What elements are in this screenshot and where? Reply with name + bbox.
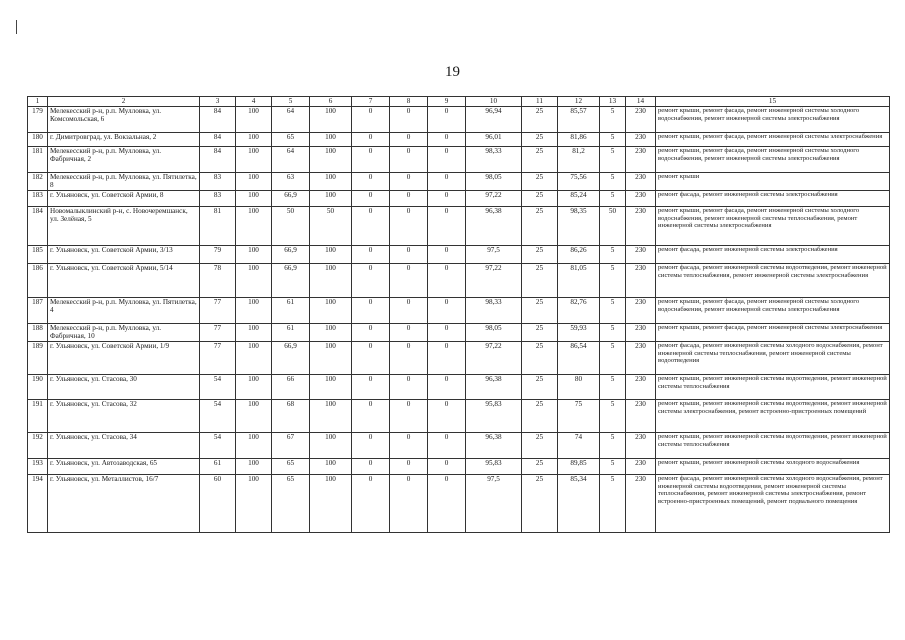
value-cell: 66,9	[272, 264, 310, 298]
value-cell: 81	[200, 207, 236, 246]
value-cell: 84	[200, 133, 236, 147]
value-cell: 100	[310, 400, 352, 433]
value-cell: 83	[200, 173, 236, 191]
value-cell: 85,24	[558, 191, 600, 207]
value-cell: 89,85	[558, 459, 600, 475]
value-cell: 100	[236, 246, 272, 264]
value-cell: 77	[200, 342, 236, 375]
value-cell: 67	[272, 433, 310, 459]
value-cell: 0	[352, 173, 390, 191]
value-cell: 100	[236, 264, 272, 298]
address-cell: г. Ульяновск, ул. Советской Армии, 3/13	[48, 246, 200, 264]
value-cell: 25	[522, 400, 558, 433]
value-cell: 100	[310, 246, 352, 264]
table-body	[28, 107, 890, 533]
value-cell: 230	[626, 400, 656, 433]
column-header: 15	[656, 97, 890, 107]
value-cell: 86,54	[558, 342, 600, 375]
row-number: 186	[28, 264, 48, 298]
value-cell: 83	[200, 191, 236, 207]
value-cell: 77	[200, 298, 236, 324]
table-row	[28, 375, 890, 400]
row-number: 181	[28, 147, 48, 173]
works-cell: ремонт крыши, ремонт фасада, ремонт инженерной системы холодного водоснабжения, ремонт инженерной системы электроснабжения	[656, 298, 890, 324]
works-cell: ремонт крыши, ремонт фасада, ремонт инженерной системы холодного водоснабжения, ремонт инженерной системы электроснабжения	[656, 147, 890, 173]
value-cell: 85,34	[558, 475, 600, 533]
value-cell: 5	[600, 459, 626, 475]
value-cell: 64	[272, 107, 310, 133]
table-row	[28, 264, 890, 298]
works-cell: ремонт крыши, ремонт инженерной системы водоотведения, ремонт инженерной системы теплоснабжения	[656, 433, 890, 459]
value-cell: 25	[522, 191, 558, 207]
value-cell: 100	[310, 133, 352, 147]
table-row	[28, 459, 890, 475]
works-cell: ремонт фасада, ремонт инженерной системы электроснабжения	[656, 191, 890, 207]
value-cell: 0	[390, 246, 428, 264]
value-cell: 0	[352, 107, 390, 133]
column-header: 6	[310, 97, 352, 107]
value-cell: 68	[272, 400, 310, 433]
row-number: 191	[28, 400, 48, 433]
row-number: 187	[28, 298, 48, 324]
value-cell: 66	[272, 375, 310, 400]
value-cell: 0	[390, 375, 428, 400]
value-cell: 96,94	[466, 107, 522, 133]
row-number: 189	[28, 342, 48, 375]
value-cell: 66,9	[272, 246, 310, 264]
row-number: 183	[28, 191, 48, 207]
value-cell: 230	[626, 191, 656, 207]
row-number: 182	[28, 173, 48, 191]
value-cell: 0	[390, 173, 428, 191]
value-cell: 100	[236, 459, 272, 475]
value-cell: 0	[352, 264, 390, 298]
value-cell: 230	[626, 264, 656, 298]
value-cell: 0	[390, 342, 428, 375]
value-cell: 100	[236, 173, 272, 191]
value-cell: 0	[352, 375, 390, 400]
value-cell: 230	[626, 147, 656, 173]
value-cell: 100	[310, 475, 352, 533]
value-cell: 230	[626, 433, 656, 459]
value-cell: 0	[352, 400, 390, 433]
table-row	[28, 133, 890, 147]
column-header: 1	[28, 97, 48, 107]
value-cell: 65	[272, 133, 310, 147]
value-cell: 78	[200, 264, 236, 298]
address-cell: г. Ульяновск, ул. Стасова, 32	[48, 400, 200, 433]
value-cell: 100	[310, 459, 352, 475]
value-cell: 0	[428, 433, 466, 459]
value-cell: 0	[390, 400, 428, 433]
value-cell: 230	[626, 459, 656, 475]
margin-mark	[16, 20, 17, 34]
row-number: 179	[28, 107, 48, 133]
value-cell: 25	[522, 207, 558, 246]
table-row	[28, 324, 890, 342]
value-cell: 0	[428, 173, 466, 191]
value-cell: 100	[310, 147, 352, 173]
value-cell: 75,56	[558, 173, 600, 191]
value-cell: 5	[600, 433, 626, 459]
value-cell: 97,5	[466, 246, 522, 264]
column-header: 8	[390, 97, 428, 107]
value-cell: 97,5	[466, 475, 522, 533]
address-cell: Мелекесский р-н, р.п. Мулловка, ул. Пятилетка, 8	[48, 173, 200, 191]
row-number: 185	[28, 246, 48, 264]
value-cell: 96,38	[466, 375, 522, 400]
value-cell: 0	[390, 147, 428, 173]
value-cell: 75	[558, 400, 600, 433]
address-cell: Мелекесский р-н, р.п. Мулловка, ул. Фабричная, 2	[48, 147, 200, 173]
works-cell: ремонт крыши, ремонт фасада, ремонт инженерной системы холодного водоснабжения, ремонт инженерной системы электроснабжения	[656, 107, 890, 133]
value-cell: 0	[428, 375, 466, 400]
value-cell: 5	[600, 173, 626, 191]
value-cell: 98,35	[558, 207, 600, 246]
works-cell: ремонт крыши, ремонт фасада, ремонт инженерной системы электроснабжения	[656, 324, 890, 342]
value-cell: 100	[236, 400, 272, 433]
value-cell: 5	[600, 147, 626, 173]
value-cell: 5	[600, 264, 626, 298]
value-cell: 50	[310, 207, 352, 246]
value-cell: 96,38	[466, 433, 522, 459]
address-cell: г. Ульяновск, ул. Советской Армии, 1/9	[48, 342, 200, 375]
value-cell: 100	[236, 342, 272, 375]
table-row	[28, 107, 890, 133]
value-cell: 85,57	[558, 107, 600, 133]
value-cell: 100	[310, 298, 352, 324]
value-cell: 50	[272, 207, 310, 246]
value-cell: 5	[600, 133, 626, 147]
value-cell: 25	[522, 107, 558, 133]
value-cell: 0	[390, 475, 428, 533]
address-cell: г. Ульяновск, ул. Автозаводская, 65	[48, 459, 200, 475]
value-cell: 0	[428, 324, 466, 342]
value-cell: 25	[522, 173, 558, 191]
value-cell: 100	[236, 475, 272, 533]
value-cell: 0	[428, 459, 466, 475]
value-cell: 230	[626, 207, 656, 246]
value-cell: 100	[310, 191, 352, 207]
column-header: 7	[352, 97, 390, 107]
value-cell: 230	[626, 475, 656, 533]
value-cell: 95,83	[466, 459, 522, 475]
address-cell: г. Ульяновск, ул. Советской Армии, 5/14	[48, 264, 200, 298]
value-cell: 0	[428, 342, 466, 375]
value-cell: 0	[390, 264, 428, 298]
table-row	[28, 342, 890, 375]
works-cell: ремонт крыши, ремонт инженерной системы холодного водоснабжения	[656, 459, 890, 475]
address-cell: Мелекесский р-н, р.п. Мулловка, ул. Комсомольская, 6	[48, 107, 200, 133]
value-cell: 77	[200, 324, 236, 342]
value-cell: 0	[352, 246, 390, 264]
value-cell: 80	[558, 375, 600, 400]
value-cell: 81,05	[558, 264, 600, 298]
value-cell: 0	[390, 207, 428, 246]
value-cell: 63	[272, 173, 310, 191]
table-row	[28, 298, 890, 324]
value-cell: 100	[236, 298, 272, 324]
column-header: 14	[626, 97, 656, 107]
address-cell: г. Ульяновск, ул. Стасова, 30	[48, 375, 200, 400]
value-cell: 25	[522, 147, 558, 173]
address-cell: Мелекесский р-н, р.п. Мулловка, ул. Фабричная, 10	[48, 324, 200, 342]
value-cell: 0	[390, 133, 428, 147]
address-cell: г. Ульяновск, ул. Металлистов, 16/7	[48, 475, 200, 533]
table-row	[28, 147, 890, 173]
value-cell: 5	[600, 375, 626, 400]
value-cell: 25	[522, 375, 558, 400]
value-cell: 5	[600, 324, 626, 342]
address-cell: г. Ульяновск, ул. Стасова, 34	[48, 433, 200, 459]
value-cell: 0	[352, 207, 390, 246]
value-cell: 95,83	[466, 400, 522, 433]
value-cell: 25	[522, 264, 558, 298]
works-cell: ремонт фасада, ремонт инженерной системы холодного водоснабжения, ремонт инженерной системы теплоснабжения, ремонт инженерной системы водоотведения	[656, 342, 890, 375]
column-header: 5	[272, 97, 310, 107]
row-number: 180	[28, 133, 48, 147]
value-cell: 0	[352, 298, 390, 324]
value-cell: 100	[236, 133, 272, 147]
value-cell: 0	[352, 324, 390, 342]
value-cell: 59,93	[558, 324, 600, 342]
value-cell: 0	[390, 433, 428, 459]
column-header: 10	[466, 97, 522, 107]
value-cell: 0	[428, 264, 466, 298]
row-number: 184	[28, 207, 48, 246]
value-cell: 54	[200, 433, 236, 459]
works-cell: ремонт крыши, ремонт фасада, ремонт инженерной системы холодного водоснабжения, ремонт инженерной системы теплоснабжения, ремонт инженерной системы электроснабжения	[656, 207, 890, 246]
value-cell: 79	[200, 246, 236, 264]
column-header: 13	[600, 97, 626, 107]
value-cell: 100	[236, 207, 272, 246]
works-cell: ремонт крыши	[656, 173, 890, 191]
value-cell: 230	[626, 133, 656, 147]
value-cell: 81,86	[558, 133, 600, 147]
value-cell: 5	[600, 246, 626, 264]
table-row	[28, 400, 890, 433]
value-cell: 65	[272, 475, 310, 533]
column-header: 9	[428, 97, 466, 107]
table-row	[28, 207, 890, 246]
value-cell: 64	[272, 147, 310, 173]
header-row	[28, 97, 890, 107]
value-cell: 98,05	[466, 173, 522, 191]
column-header: 11	[522, 97, 558, 107]
value-cell: 50	[600, 207, 626, 246]
value-cell: 84	[200, 147, 236, 173]
value-cell: 100	[310, 375, 352, 400]
value-cell: 5	[600, 342, 626, 375]
value-cell: 66,9	[272, 191, 310, 207]
housing-table	[27, 96, 890, 533]
value-cell: 0	[352, 147, 390, 173]
value-cell: 230	[626, 342, 656, 375]
value-cell: 61	[272, 324, 310, 342]
value-cell: 86,26	[558, 246, 600, 264]
value-cell: 0	[352, 133, 390, 147]
column-header: 12	[558, 97, 600, 107]
value-cell: 98,33	[466, 147, 522, 173]
row-number: 188	[28, 324, 48, 342]
value-cell: 25	[522, 475, 558, 533]
value-cell: 0	[390, 107, 428, 133]
value-cell: 98,33	[466, 298, 522, 324]
value-cell: 100	[236, 375, 272, 400]
value-cell: 74	[558, 433, 600, 459]
value-cell: 5	[600, 298, 626, 324]
value-cell: 0	[428, 107, 466, 133]
value-cell: 61	[200, 459, 236, 475]
value-cell: 0	[428, 246, 466, 264]
value-cell: 0	[390, 298, 428, 324]
value-cell: 0	[428, 191, 466, 207]
column-header: 4	[236, 97, 272, 107]
value-cell: 5	[600, 475, 626, 533]
works-cell: ремонт фасада, ремонт инженерной системы холодного водоснабжения, ремонт инженерной системы водоотведения, ремонт инженерной системы теплоснабжения, ремонт инженерной системы электроснабжения, ремонт встроенно-пристроенных помещений, ремонт подвального помещения	[656, 475, 890, 533]
value-cell: 25	[522, 433, 558, 459]
table-row	[28, 475, 890, 533]
value-cell: 0	[352, 191, 390, 207]
value-cell: 0	[428, 400, 466, 433]
value-cell: 230	[626, 173, 656, 191]
value-cell: 5	[600, 191, 626, 207]
value-cell: 25	[522, 342, 558, 375]
value-cell: 100	[310, 324, 352, 342]
row-number: 192	[28, 433, 48, 459]
value-cell: 97,22	[466, 264, 522, 298]
value-cell: 0	[428, 133, 466, 147]
value-cell: 230	[626, 107, 656, 133]
works-cell: ремонт крыши, ремонт инженерной системы водоотведения, ремонт инженерной системы теплоснабжения	[656, 375, 890, 400]
works-cell: ремонт крыши, ремонт фасада, ремонт инженерной системы электроснабжения	[656, 133, 890, 147]
value-cell: 54	[200, 375, 236, 400]
value-cell: 0	[352, 433, 390, 459]
value-cell: 25	[522, 324, 558, 342]
table-row	[28, 433, 890, 459]
value-cell: 5	[600, 400, 626, 433]
value-cell: 100	[236, 191, 272, 207]
value-cell: 66,9	[272, 342, 310, 375]
value-cell: 230	[626, 246, 656, 264]
column-header: 2	[48, 97, 200, 107]
value-cell: 100	[310, 264, 352, 298]
value-cell: 65	[272, 459, 310, 475]
address-cell: Новомалыклинский р-н, с. Новочеремшанск, ул. Зелёная, 5	[48, 207, 200, 246]
address-cell: г. Ульяновск, ул. Советской Армии, 8	[48, 191, 200, 207]
value-cell: 100	[310, 342, 352, 375]
value-cell: 96,01	[466, 133, 522, 147]
value-cell: 0	[428, 475, 466, 533]
value-cell: 61	[272, 298, 310, 324]
value-cell: 0	[390, 191, 428, 207]
value-cell: 25	[522, 133, 558, 147]
value-cell: 100	[236, 147, 272, 173]
value-cell: 25	[522, 246, 558, 264]
value-cell: 0	[390, 459, 428, 475]
value-cell: 25	[522, 298, 558, 324]
value-cell: 96,38	[466, 207, 522, 246]
value-cell: 98,05	[466, 324, 522, 342]
value-cell: 0	[352, 342, 390, 375]
value-cell: 97,22	[466, 191, 522, 207]
value-cell: 230	[626, 298, 656, 324]
value-cell: 0	[352, 475, 390, 533]
value-cell: 100	[236, 107, 272, 133]
value-cell: 100	[310, 173, 352, 191]
value-cell: 84	[200, 107, 236, 133]
address-cell: г. Димитровград, ул. Вокзальная, 2	[48, 133, 200, 147]
value-cell: 82,76	[558, 298, 600, 324]
row-number: 190	[28, 375, 48, 400]
value-cell: 25	[522, 459, 558, 475]
column-header: 3	[200, 97, 236, 107]
value-cell: 81,2	[558, 147, 600, 173]
value-cell: 97,22	[466, 342, 522, 375]
value-cell: 5	[600, 107, 626, 133]
row-number: 194	[28, 475, 48, 533]
value-cell: 54	[200, 400, 236, 433]
address-cell: Мелекесский р-н, р.п. Мулловка, ул. Пятилетка, 4	[48, 298, 200, 324]
value-cell: 60	[200, 475, 236, 533]
row-number: 193	[28, 459, 48, 475]
works-cell: ремонт фасада, ремонт инженерной системы электроснабжения	[656, 246, 890, 264]
value-cell: 100	[310, 433, 352, 459]
value-cell: 230	[626, 324, 656, 342]
table-row	[28, 173, 890, 191]
value-cell: 230	[626, 375, 656, 400]
value-cell: 100	[236, 324, 272, 342]
table-row	[28, 246, 890, 264]
value-cell: 0	[428, 298, 466, 324]
value-cell: 0	[428, 207, 466, 246]
value-cell: 0	[428, 147, 466, 173]
page-number: 19	[445, 64, 460, 80]
value-cell: 0	[390, 324, 428, 342]
works-cell: ремонт крыши, ремонт инженерной системы водоотведения, ремонт инженерной системы электроснабжения, ремонт встроенно-пристроенных помещений	[656, 400, 890, 433]
value-cell: 0	[352, 459, 390, 475]
value-cell: 100	[236, 433, 272, 459]
table-row	[28, 191, 890, 207]
value-cell: 100	[310, 107, 352, 133]
works-cell: ремонт фасада, ремонт инженерной системы водоотведения, ремонт инженерной системы теплоснабжения, ремонт инженерной системы электроснабжения	[656, 264, 890, 298]
